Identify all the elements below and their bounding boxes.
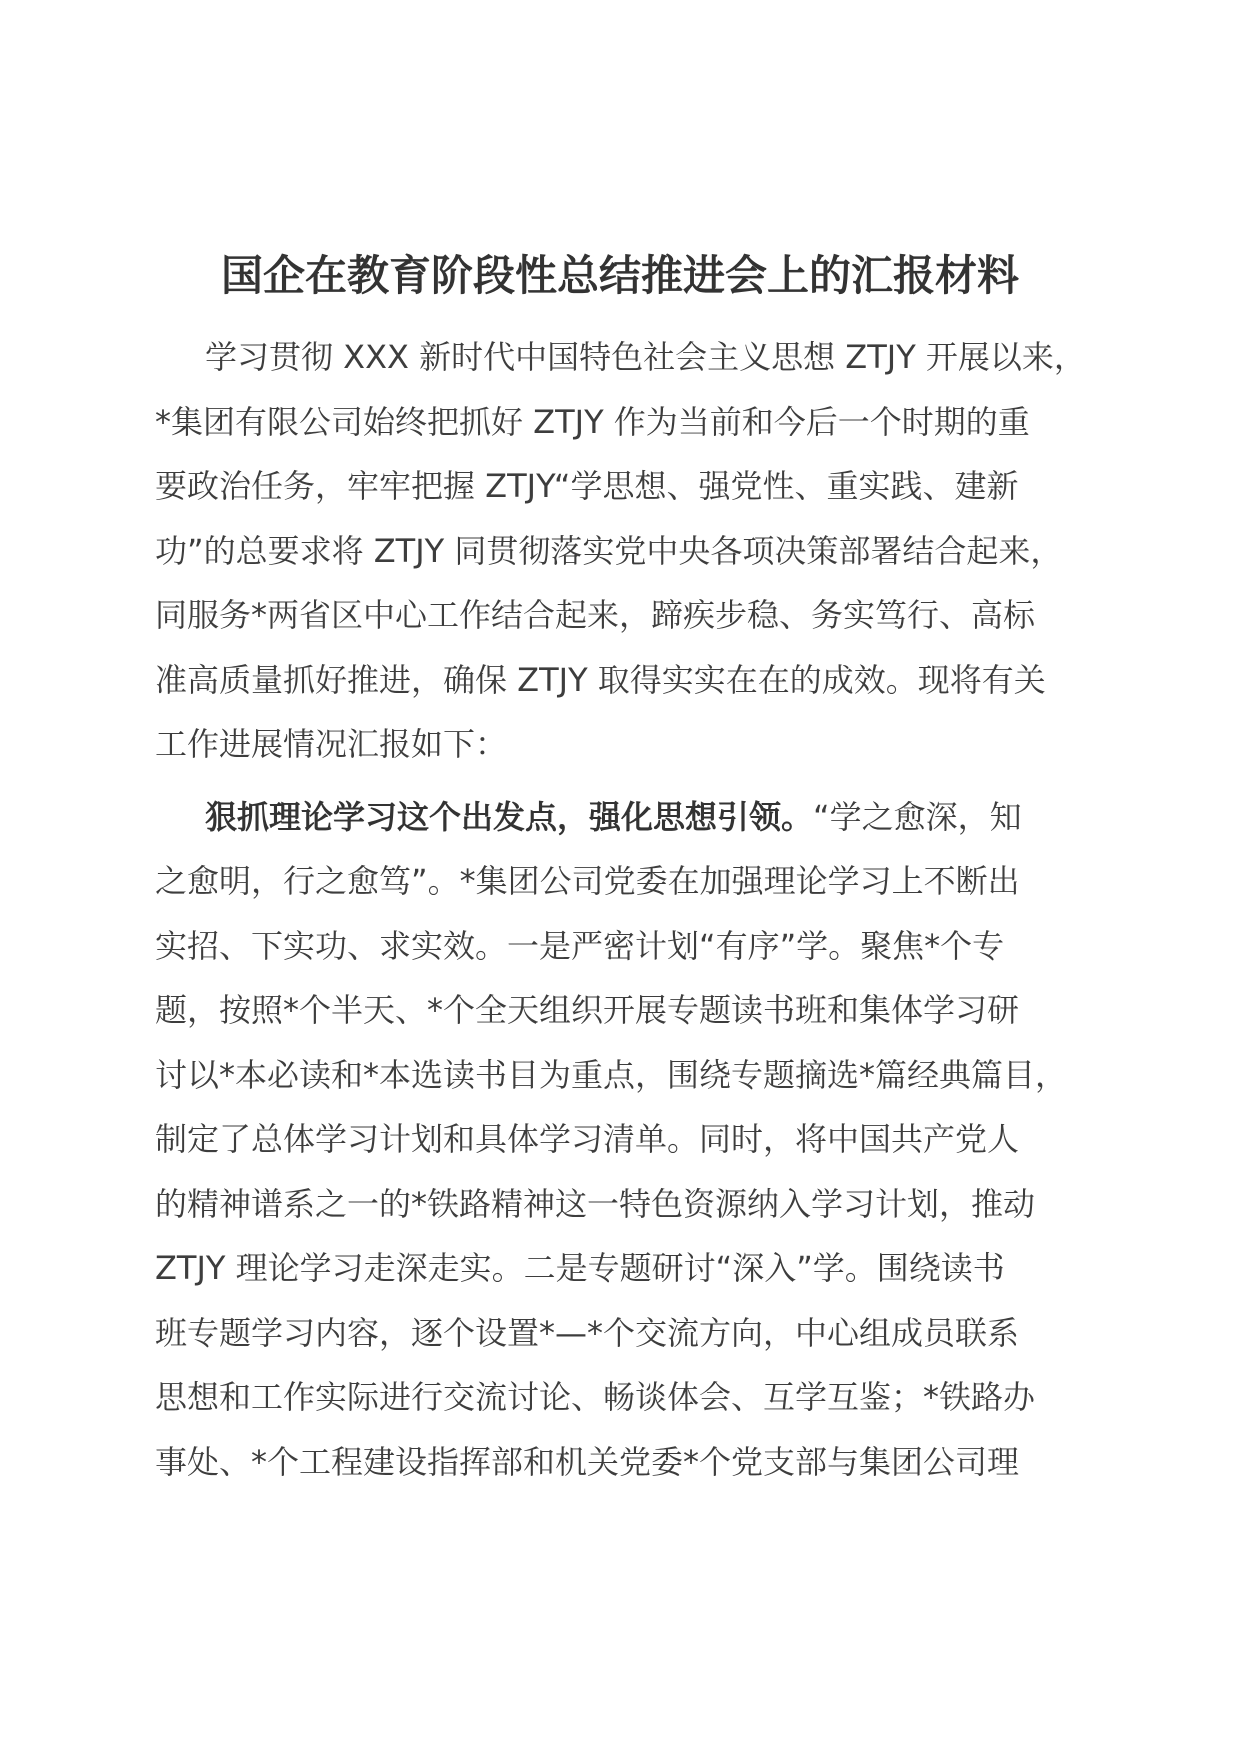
document-title: 国企在教育阶段性总结推进会上的汇报材料	[220, 251, 1019, 300]
paragraph-2-line: 的精神谱系之一的*铁路精神这一特色资源纳入学习计划，推动	[155, 1184, 1036, 1223]
paragraph-2-line: 题，按照*个半天、*个全天组织开展专题读书班和集体学习研	[155, 991, 1020, 1029]
paragraph-1-line: 要政治任务，牢牢把握 ZTJY“学思想、强党性、重实践、建新	[155, 467, 1019, 505]
paragraph-2-first-line	[155, 785, 1115, 850]
paragraph-1-line: 工作进展情况汇报如下：	[155, 725, 508, 763]
paragraph-2-line: 讨以*本必读和*本选读书目为重点，围绕专题摘选*篇经典篇目，	[155, 1055, 1068, 1094]
paragraph-1-line: 学习贯彻 XXX 新时代中国特色社会主义思想 ZTJY 开展以来，	[205, 338, 1086, 376]
document-body	[155, 325, 1115, 1494]
paragraph-2-line: 事处、*个工程建设指挥部和机关党委*个党支部与集团公司理	[155, 1442, 1020, 1481]
paragraph-2-line: ZTJY 理论学习走深走实。二是专题研讨“深入”学。围绕读书	[155, 1249, 1005, 1287]
paragraph-2-line: 实招、下实功、求实效。一是严密计划“有序”学。聚焦*个专	[155, 926, 1005, 965]
paragraph-2-line: 班专题学习内容，逐个设置*—*个交流方向，中心组成员联系	[155, 1313, 1020, 1352]
paragraph-2-line: 制定了总体学习计划和具体学习清单。同时，将中国共产党人	[155, 1120, 1020, 1158]
paragraph-2-first-line-rest: “学之愈深，知	[813, 797, 1022, 836]
section-heading-inline: 狠抓理论学习这个出发点，强化思想引领。	[205, 797, 814, 836]
paragraph-1-line: 功”的总要求将 ZTJY 同贯彻落实党中央各项决策部署结合起来，	[155, 531, 1063, 570]
paragraph-1-line: *集团有限公司始终把抓好 ZTJY 作为当前和今后一个时期的重	[155, 402, 1030, 441]
paragraph-2-line: 之愈明，行之愈笃”。*集团公司党委在加强理论学习上不断出	[155, 862, 1020, 900]
paragraph-1-line: 准高质量抓好推进，确保 ZTJY 取得实实在在的成效。现将有关	[155, 660, 1046, 699]
paragraph-2-line: 思想和工作实际进行交流讨论、畅谈体会、互学互鉴；*铁路办	[155, 1378, 1036, 1416]
paragraph-1-line: 同服务*两省区中心工作结合起来，蹄疾步稳、务实笃行、高标	[155, 596, 1036, 634]
